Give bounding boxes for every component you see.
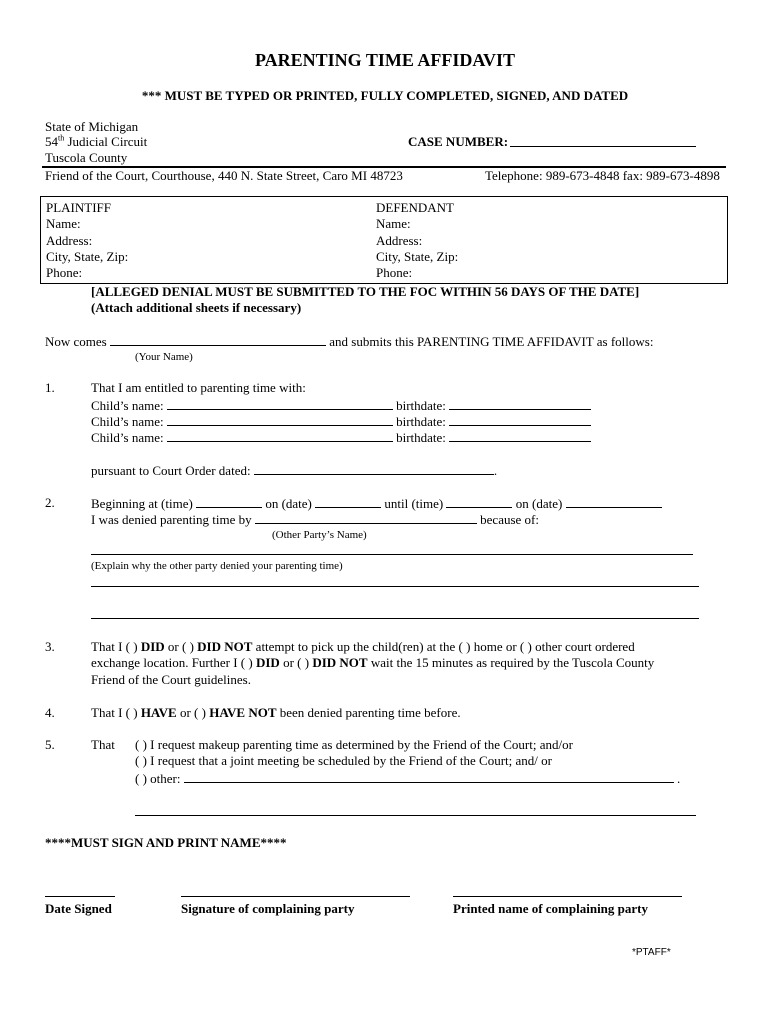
plaintiff-phone-label: Phone: [46,265,83,280]
other-option-field[interactable] [184,770,674,783]
circuit-label: 54th Judicial Circuit [45,133,148,149]
defendant-address-label: Address: [376,233,423,248]
signature-line[interactable] [181,896,410,897]
foc-address: Friend of the Court, Courthouse, 440 N. State Street, Caro MI 48723 [45,168,403,183]
begin-time-field[interactable] [196,495,262,508]
item1-number: 1. [45,380,55,395]
plaintiff-address-label: Address: [46,233,93,248]
other-party-caption: (Other Party’s Name) [272,529,367,541]
item5-that: That [91,737,115,752]
plaintiff-header: PLAINTIFF [46,200,112,215]
makeup-option[interactable]: ( ) I request makeup parenting time as determined by the Friend of the Court; and/or [135,737,573,752]
item5-number: 5. [45,737,55,752]
case-number-field[interactable] [510,134,696,147]
denial-notice: [ALLEGED DENIAL MUST BE SUBMITTED TO THE FOC WITHIN 56 DAYS OF THE DATE] [91,284,640,299]
child-row: Child’s name: birthdate: [91,413,591,430]
denial-period-line: Beginning at (time) on (date) until (time) on (date) [91,495,662,512]
item4-line: That I ( ) HAVE or ( ) HAVE NOT been denied parenting time before. [91,705,461,720]
other-party-field[interactable] [255,511,477,524]
other-option[interactable]: ( ) other: [135,771,181,786]
item2-number: 2. [45,495,55,510]
begin-date-field[interactable] [315,495,381,508]
must-sign-notice: ****MUST SIGN AND PRINT NAME**** [45,835,287,850]
foc-telephone: Telephone: 989-673-4848 fax: 989-673-4898 [485,168,720,183]
item4-number: 4. [45,705,55,720]
signature-label: Signature of complaining party [181,901,355,916]
joint-meeting-option[interactable]: ( ) I request that a joint meeting be scheduled by the Friend of the Court; and/ or [135,753,552,768]
child-birthdate-field[interactable] [449,429,591,442]
date-signed-line[interactable] [45,896,115,897]
case-number-label: CASE NUMBER: [408,134,509,149]
child-birthdate-field[interactable] [449,397,591,410]
page-title: PARENTING TIME AFFIDAVIT [254,50,516,70]
explanation-line[interactable] [91,554,693,555]
state-label: State of Michigan [45,119,139,134]
court-order-line: pursuant to Court Order dated: . [91,463,498,478]
denied-by-line: I was denied parenting time by because of: [91,512,539,527]
your-name-caption: (Your Name) [135,351,193,363]
county-label: Tuscola County [45,150,128,165]
plaintiff-city-label: City, State, Zip: [46,249,129,264]
other-continuation-line[interactable] [135,815,696,816]
child-name-field[interactable] [167,397,393,410]
printed-name-label: Printed name of complaining party [453,901,648,916]
item3-line3: Friend of the Court guidelines. [91,672,251,687]
defendant-phone-label: Phone: [376,265,413,280]
printed-name-line[interactable] [453,896,682,897]
court-order-date-field[interactable] [254,462,494,475]
form-code: *PTAFF* [632,947,671,958]
explanation-caption: (Explain why the other party denied your parenting time) [91,560,343,572]
end-date-field[interactable] [566,495,662,508]
now-comes-line: Now comes and submits this PARENTING TIME AFFIDAVIT as follows: [45,334,654,349]
child-name-field[interactable] [167,413,393,426]
instructions-subtitle: *** MUST BE TYPED OR PRINTED, FULLY COMPLETED, SIGNED, AND DATED [141,88,629,103]
child-birthdate-field[interactable] [449,413,591,426]
defendant-city-label: City, State, Zip: [376,249,459,264]
plaintiff-name-label: Name: [46,216,81,231]
explanation-line[interactable] [91,618,699,619]
child-row: Child’s name: birthdate: [91,397,591,414]
defendant-name-label: Name: [376,216,411,231]
child-name-field[interactable] [167,429,393,442]
end-time-field[interactable] [446,495,512,508]
child-row: Child’s name: birthdate: [91,429,591,446]
your-name-field[interactable] [110,333,326,346]
attach-notice: (Attach additional sheets if necessary) [91,300,302,315]
defendant-header: DEFENDANT [376,200,454,215]
date-signed-label: Date Signed [45,901,112,916]
item3-line1: That I ( ) DID or ( ) DID NOT attempt to pick up the child(ren) at the ( ) home or ( ) other court ordered [91,639,635,654]
explanation-line[interactable] [91,586,699,587]
item1-intro: That I am entitled to parenting time with: [91,380,306,395]
item3-line2: exchange location. Further I ( ) DID or ( ) DID NOT wait the 15 minutes as required by the Tuscola County [91,655,655,670]
item3-number: 3. [45,639,55,654]
other-option-line: ( ) other: . [135,771,681,786]
